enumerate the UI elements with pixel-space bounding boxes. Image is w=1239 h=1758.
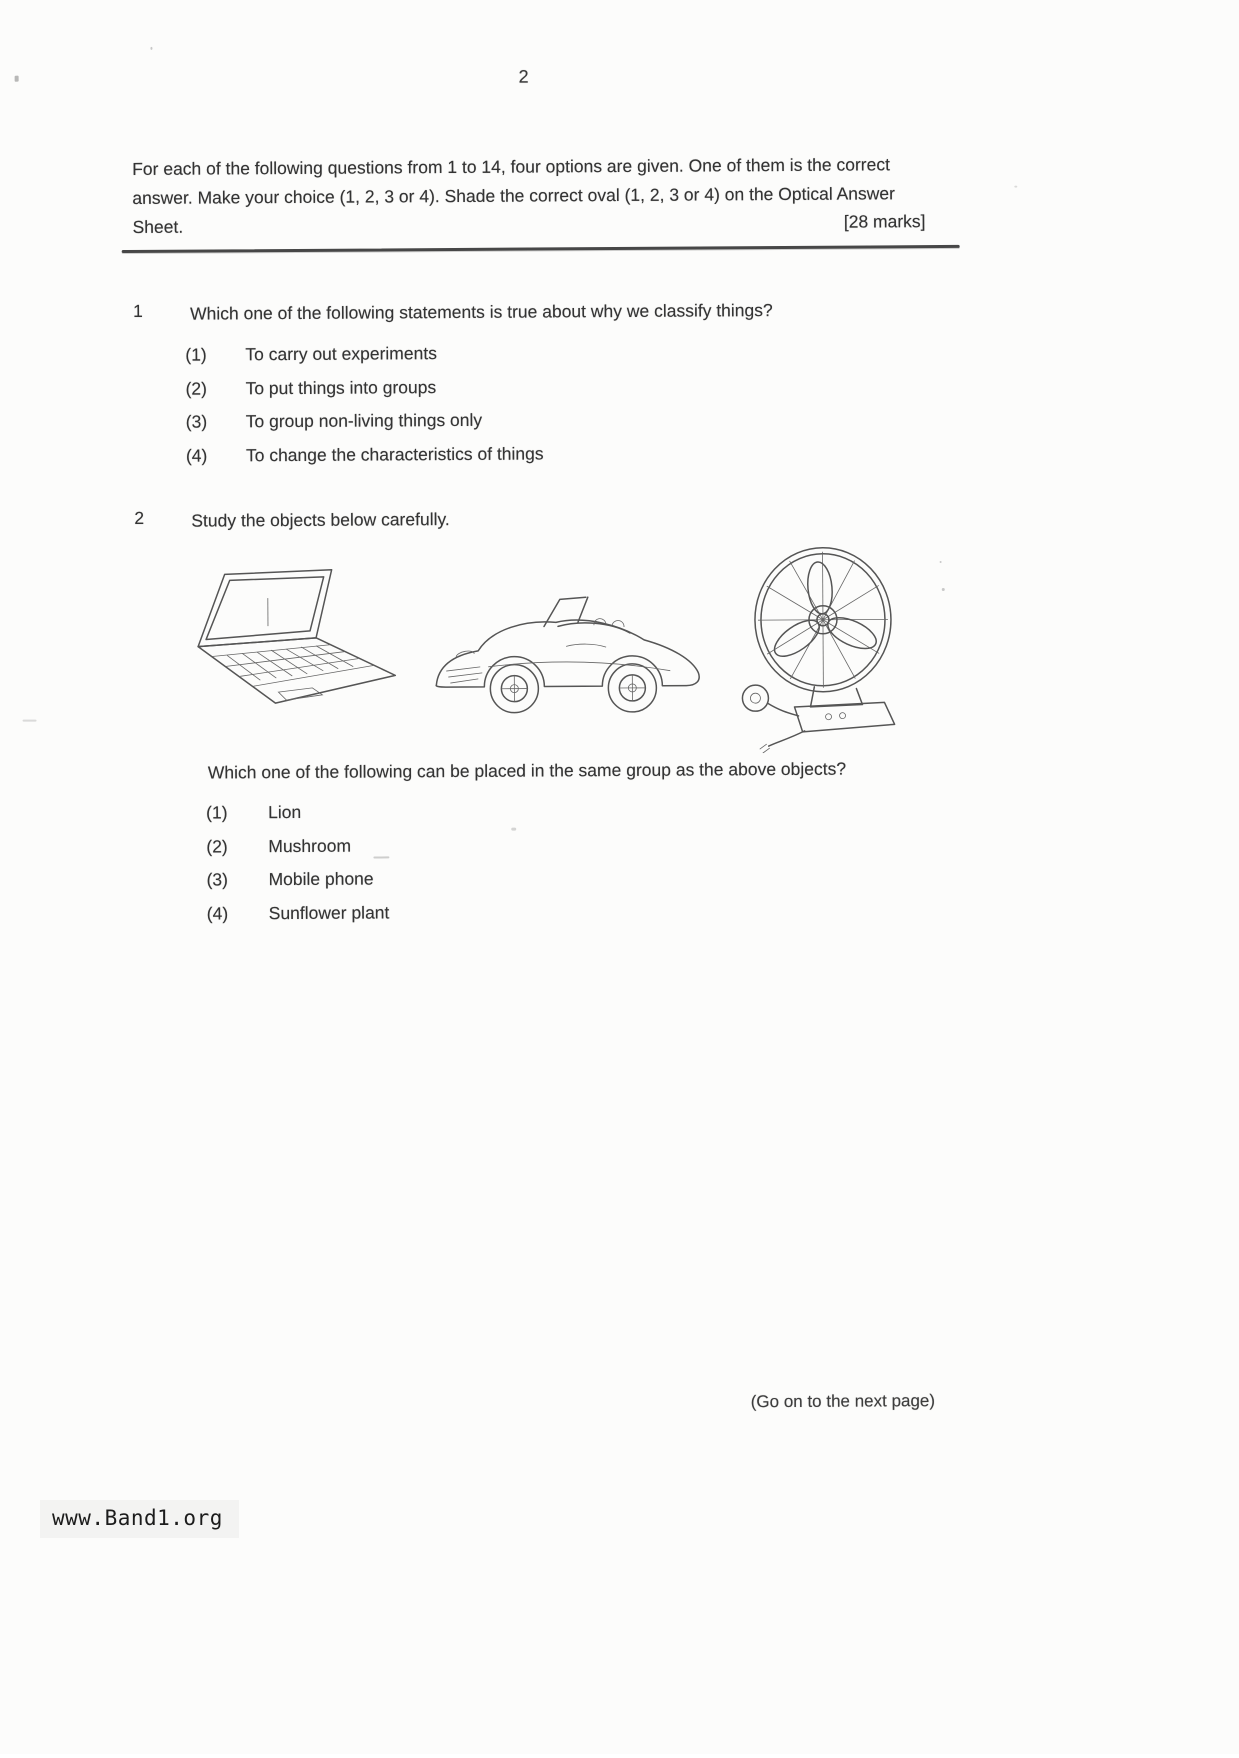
scan-artifact	[942, 588, 945, 591]
question-2	[134, 503, 974, 534]
option-text: Sunflower plant	[269, 902, 390, 924]
option-text: Mushroom	[268, 835, 351, 857]
scan-artifact	[511, 828, 516, 831]
instructions-block	[132, 150, 928, 242]
question-2-followup: Which one of the following can be placed in the same group as the above objects?	[208, 758, 978, 784]
option-1-4	[186, 434, 974, 472]
option-label: (3)	[206, 869, 268, 890]
section-divider-line	[122, 245, 960, 253]
option-2-4	[207, 896, 390, 931]
option-2-1	[206, 795, 389, 830]
option-label: (1)	[185, 345, 245, 366]
laptop-image	[180, 567, 411, 718]
question-2-text: Study the objects below carefully.	[191, 503, 974, 534]
option-label: (2)	[206, 836, 268, 857]
scan-artifact	[150, 47, 152, 50]
marks-label: [28 marks]	[844, 207, 926, 236]
electric-fan-image	[727, 534, 908, 753]
page-number: 2	[519, 67, 529, 88]
option-2-3	[206, 862, 389, 897]
question-1	[133, 296, 974, 473]
option-label: (4)	[207, 903, 269, 924]
watermark: www.Band1.org	[40, 1500, 239, 1538]
question-2-number: 2	[134, 508, 191, 534]
option-text: To group non-living things only	[246, 410, 483, 432]
option-text: Lion	[268, 802, 301, 823]
option-label: (3)	[186, 412, 246, 433]
question-1-number: 1	[133, 301, 190, 327]
question-1-text: Which one of the following statements is true about why we classify things?	[190, 296, 973, 327]
question-2-options	[206, 795, 389, 930]
car-image	[428, 585, 707, 722]
scan-artifact	[15, 76, 19, 82]
option-1-3	[186, 401, 974, 439]
scan-artifact	[940, 561, 942, 563]
continue-note: (Go on to the next page)	[751, 1391, 935, 1412]
option-text: Mobile phone	[268, 869, 373, 891]
option-2-2	[206, 829, 389, 864]
question-2-object-images	[179, 536, 925, 751]
instructions-text: For each of the following questions from 1 to 14, four options are given. One of them is the correct answer. Make your choice (1, 2, 3 or 4). Shade the correct oval (1, 2, 3 or 4) on the Optical Answer Sheet.	[132, 154, 895, 237]
scan-artifact	[1014, 186, 1017, 188]
option-label: (2)	[185, 378, 245, 399]
option-1-2	[185, 367, 973, 405]
option-label: (1)	[206, 802, 268, 823]
option-label: (4)	[186, 445, 246, 466]
option-text: To carry out experiments	[245, 343, 437, 365]
scan-artifact	[373, 856, 389, 858]
option-text: To put things into groups	[245, 377, 436, 399]
option-1-1	[185, 334, 973, 372]
question-1-options	[185, 334, 974, 473]
scan-artifact	[23, 720, 37, 722]
option-text: To change the characteristics of things	[246, 443, 544, 466]
